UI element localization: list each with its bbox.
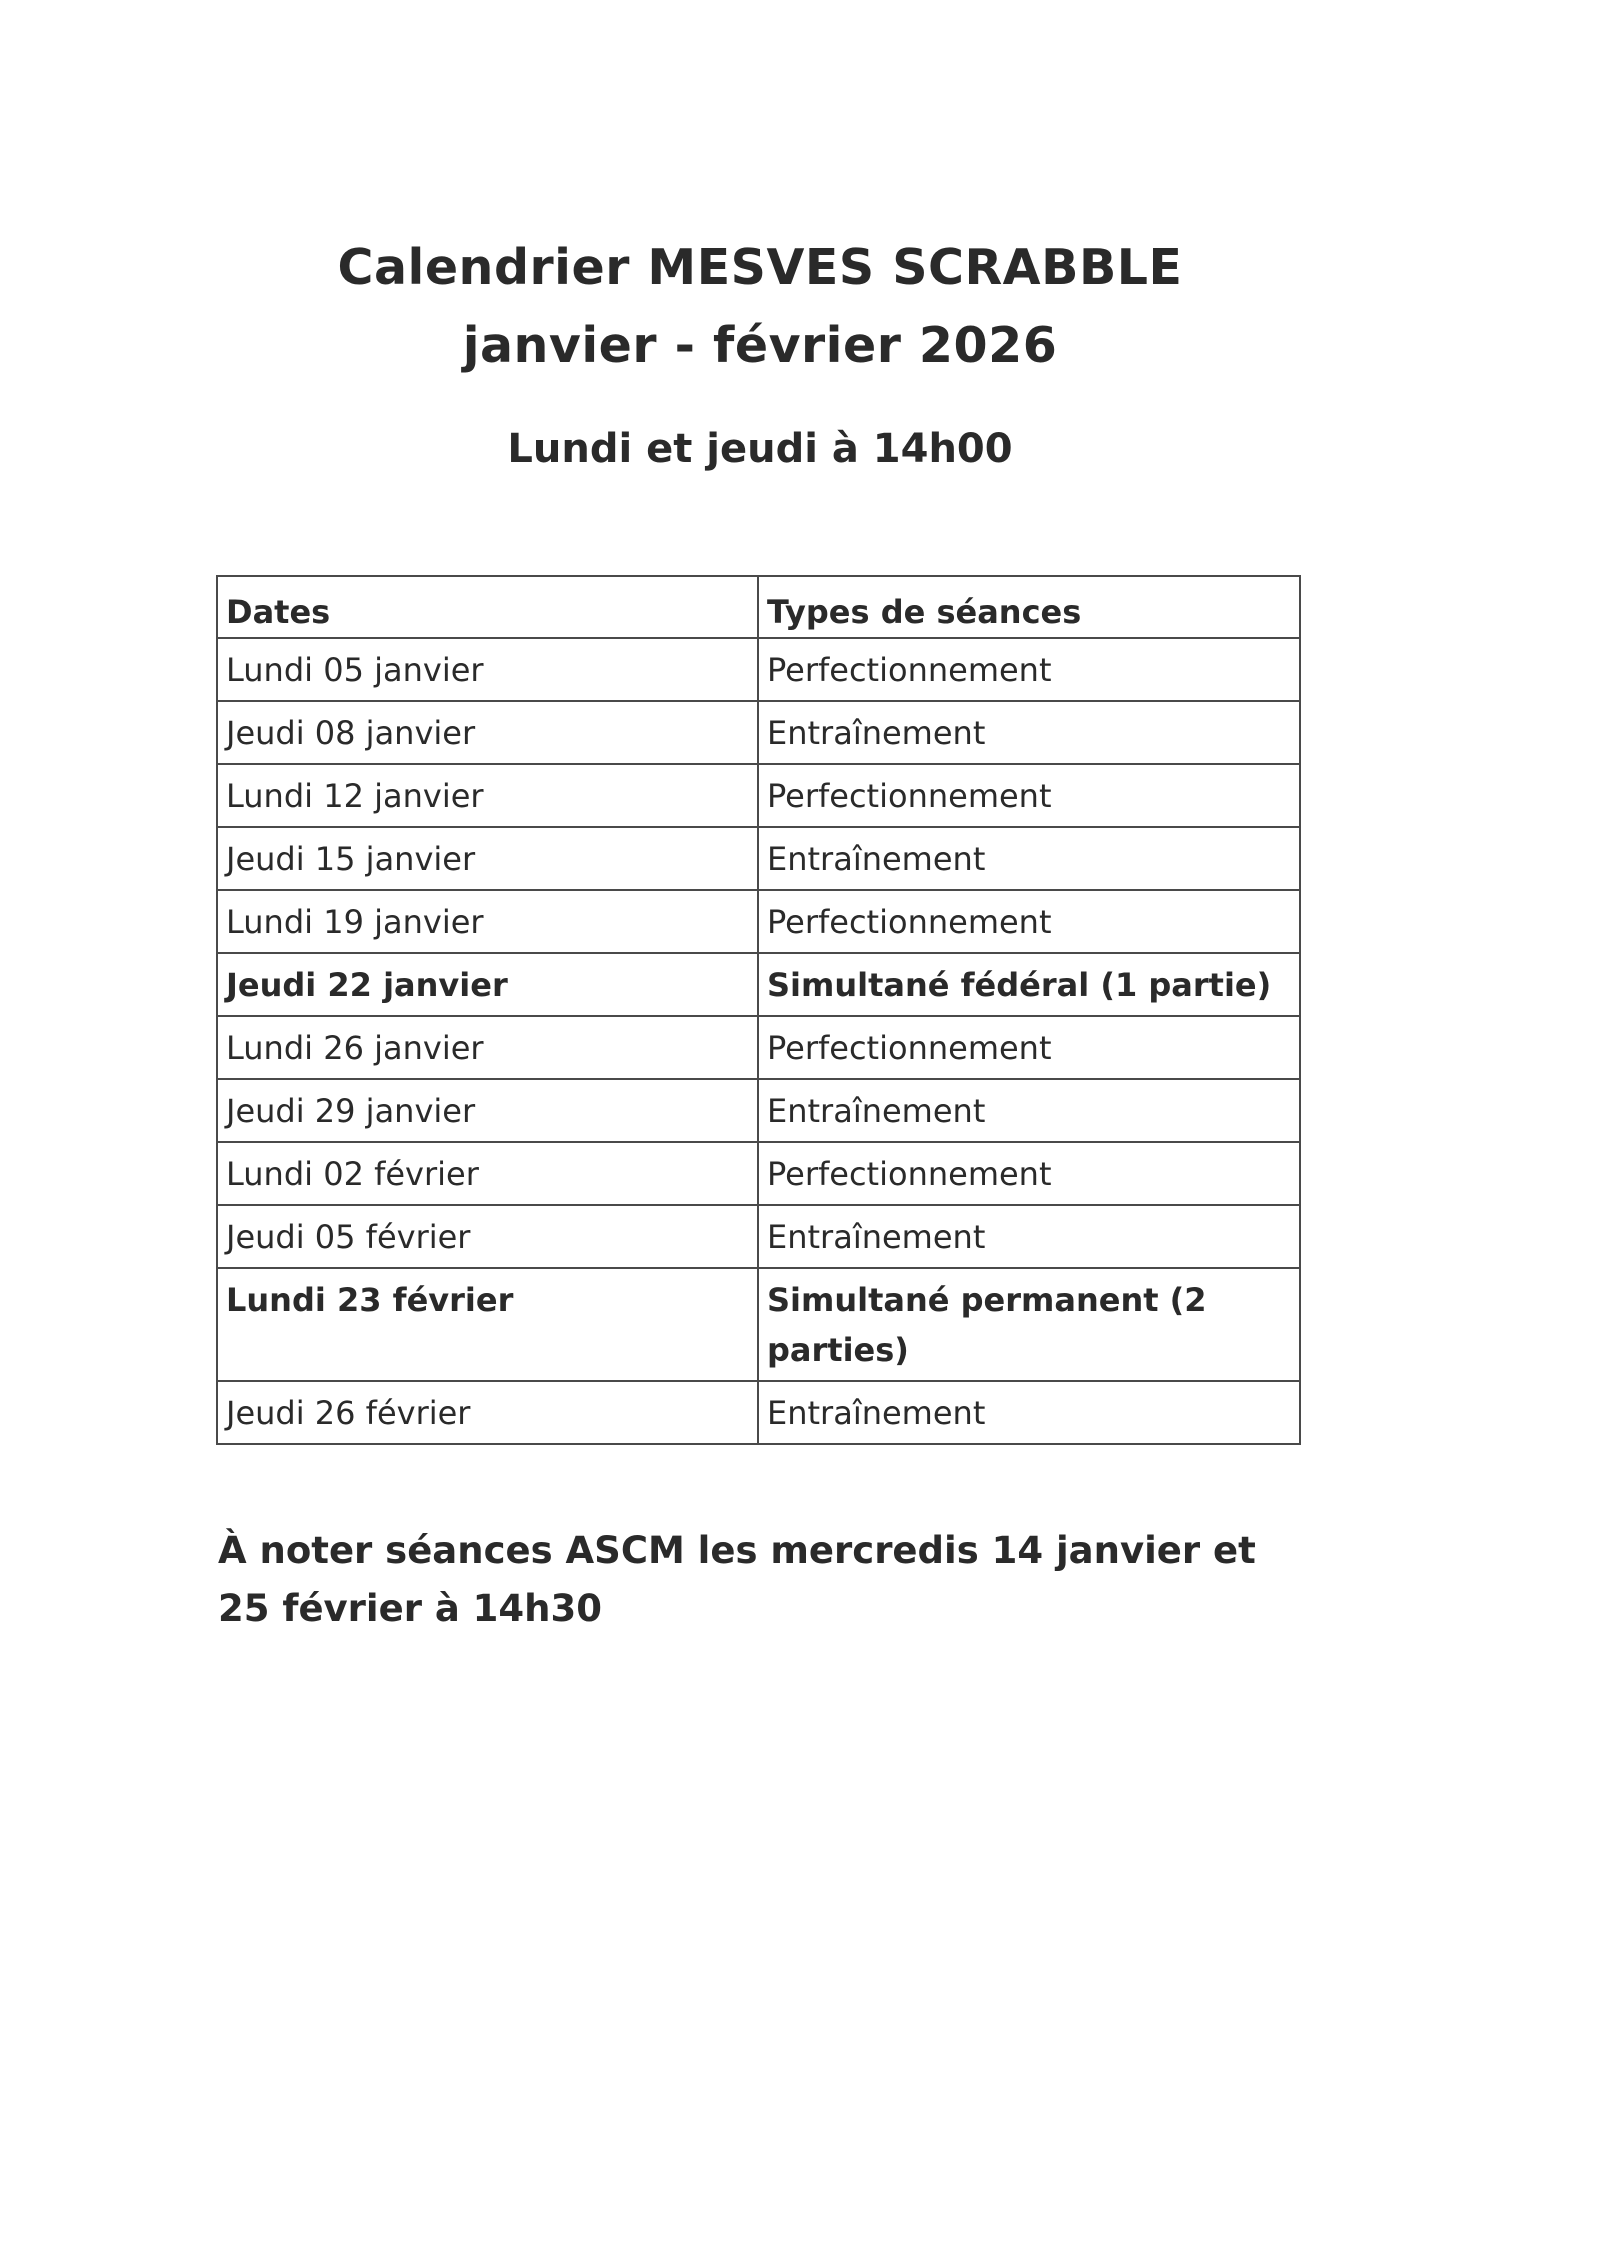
- document-period: janvier - février 2026: [462, 317, 1058, 374]
- date-cell: Lundi 26 janvier: [217, 1016, 758, 1079]
- table-row: [217, 638, 1300, 701]
- table-row-highlighted: [217, 1268, 1300, 1381]
- ascm-note: À noter séances ASCM les mercredis 14 janvier et 25 février à 14h30: [218, 1529, 1256, 1630]
- table-row: [217, 764, 1300, 827]
- column-header-dates: Dates: [217, 576, 758, 638]
- type-cell: Perfectionnement: [758, 1016, 1300, 1079]
- schedule-table: [216, 575, 1301, 1445]
- table-row: [217, 827, 1300, 890]
- type-cell: Perfectionnement: [758, 764, 1300, 827]
- table-row: [217, 1205, 1300, 1268]
- type-cell: Perfectionnement: [758, 1142, 1300, 1205]
- type-cell: Simultané fédéral (1 partie): [758, 953, 1300, 1016]
- type-cell: Entraînement: [758, 1381, 1300, 1444]
- document-schedule-time: Lundi et jeudi à 14h00: [507, 426, 1013, 472]
- table-row: [217, 1142, 1300, 1205]
- date-cell: Lundi 05 janvier: [217, 638, 758, 701]
- date-cell: Jeudi 26 février: [217, 1381, 758, 1444]
- table-row: [217, 890, 1300, 953]
- table-row-highlighted: [217, 953, 1300, 1016]
- document-title: Calendrier MESVES SCRABBLE: [337, 239, 1183, 296]
- type-cell: Perfectionnement: [758, 890, 1300, 953]
- type-cell: Entraînement: [758, 1205, 1300, 1268]
- date-cell: Lundi 19 janvier: [217, 890, 758, 953]
- date-cell: Jeudi 08 janvier: [217, 701, 758, 764]
- date-cell: Jeudi 15 janvier: [217, 827, 758, 890]
- table-row: [217, 701, 1300, 764]
- date-cell: Jeudi 22 janvier: [217, 953, 758, 1016]
- table-row: [217, 1016, 1300, 1079]
- date-cell: Lundi 23 février: [217, 1268, 758, 1381]
- date-cell: Jeudi 05 février: [217, 1205, 758, 1268]
- date-cell: Lundi 12 janvier: [217, 764, 758, 827]
- type-cell: Perfectionnement: [758, 638, 1300, 701]
- table-row: [217, 1381, 1300, 1444]
- type-cell: Entraînement: [758, 1079, 1300, 1142]
- table-header-row: [217, 576, 1300, 638]
- date-cell: Jeudi 29 janvier: [217, 1079, 758, 1142]
- date-cell: Lundi 02 février: [217, 1142, 758, 1205]
- type-cell: Entraînement: [758, 827, 1300, 890]
- type-cell: Simultané permanent (2 parties): [758, 1268, 1300, 1381]
- table-row: [217, 1079, 1300, 1142]
- type-cell: Entraînement: [758, 701, 1300, 764]
- column-header-types: Types de séances: [758, 576, 1300, 638]
